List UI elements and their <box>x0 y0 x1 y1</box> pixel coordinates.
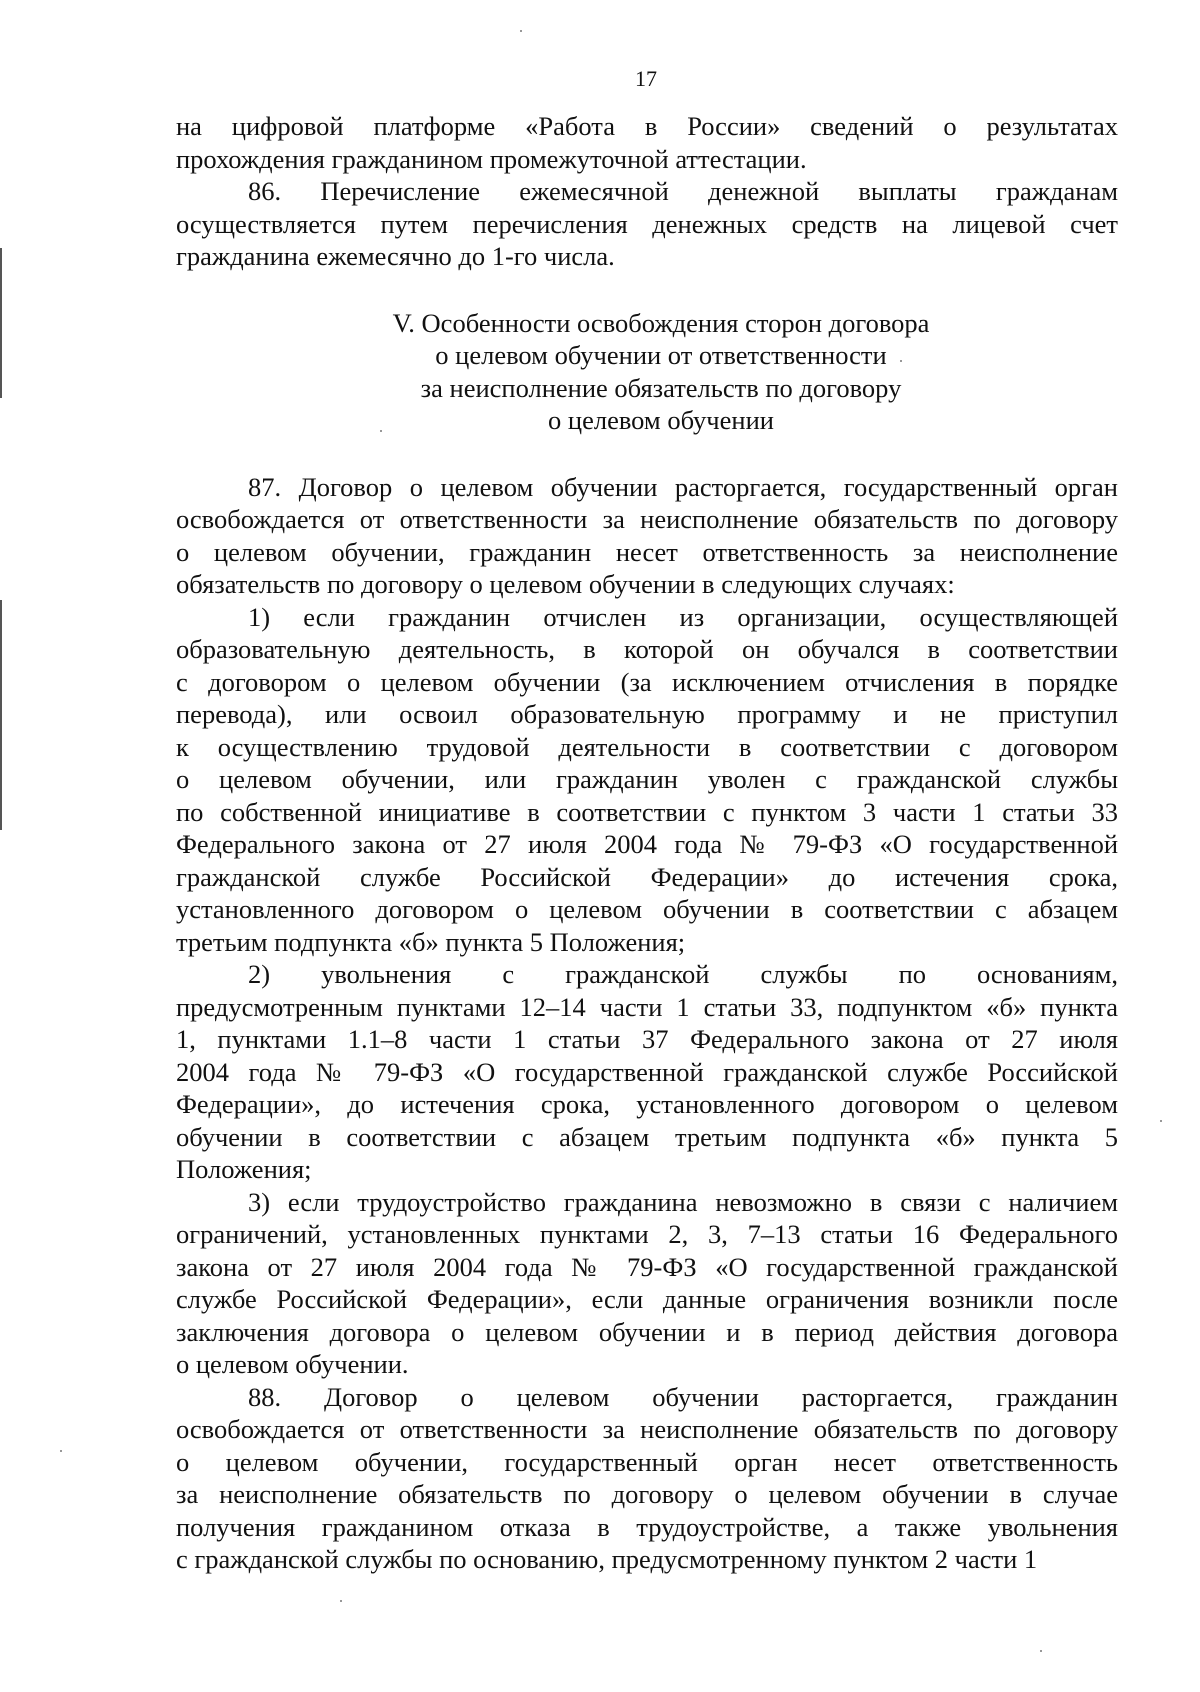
text-line: освобождается от ответственности за неисполнение обязательств по договору <box>176 1414 1118 1444</box>
text-line: 2004 года № 79-ФЗ «О государственной гражданской службе Российской <box>176 1056 1118 1087</box>
paragraph <box>176 601 1118 959</box>
text-line: 86. Перечисление ежемесячной денежной выплаты гражданам <box>248 176 1118 206</box>
text-line: 1, пунктами 1.1–8 части 1 статьи 37 Федерального закона от 27 июля <box>176 1024 1118 1054</box>
text-line: 1) если гражданин отчислен из организации, осуществляющей <box>248 601 1118 632</box>
paragraph <box>176 471 1118 601</box>
text-line: заключения договора о целевом обучении и в период действия договора <box>176 1316 1118 1347</box>
text-line: третьим подпункта «б» пункта 5 Положения; <box>176 926 686 957</box>
text-line: Федерации», до истечения срока, установленного договором о целевом <box>176 1089 1118 1119</box>
text-line: о целевом обучении, или гражданин уволен с гражданской службы <box>176 764 1118 794</box>
text-line: 2) увольнения с гражданской службы по основаниям, <box>248 959 1118 989</box>
scan-edge-mark <box>0 600 2 830</box>
heading-line: о целевом обучении от ответственности <box>435 340 887 370</box>
text-line: прохождения гражданином промежуточной аттестации. <box>176 143 807 174</box>
scan-speck <box>60 1450 62 1452</box>
text-line: предусмотренным пунктами 12–14 части 1 статьи 33, подпунктом «б» пункта <box>176 991 1118 1022</box>
page-number: 17 <box>635 66 657 91</box>
text-line: с гражданской службы по основанию, предусмотренному пунктом 2 части 1 <box>176 1544 1038 1574</box>
text-line: установленного договором о целевом обучении в соответствии с абзацем <box>176 894 1118 924</box>
text-line: службе Российской Федерации», если данные ограничения возникли после <box>176 1284 1118 1314</box>
heading-line: V. Особенности освобождения сторон договора <box>392 307 930 338</box>
text-line: 87. Договор о целевом обучении расторгается, государственный орган <box>248 471 1118 502</box>
text-line: обязательств по договору о целевом обучении в следующих случаях: <box>176 569 955 599</box>
text-line: гражданина ежемесячно до 1-го числа. <box>176 241 615 271</box>
text-line: Положения; <box>176 1154 312 1184</box>
heading-line: за неисполнение обязательств по договору <box>420 372 902 403</box>
paragraph <box>176 110 1118 175</box>
intro-section <box>176 110 1118 273</box>
document-body <box>176 110 1118 1576</box>
text-line: к осуществлению трудовой деятельности в соответствии с договором <box>176 731 1118 762</box>
text-line: осуществляется путем перечисления денежных средств на лицевой счет <box>176 208 1118 239</box>
text-line: гражданской службе Российской Федерации» до истечения срока, <box>176 861 1118 892</box>
scan-speck <box>340 1600 342 1602</box>
text-line: о целевом обучении. <box>176 1349 409 1379</box>
scan-speck <box>1040 1650 1042 1652</box>
text-line: Федерального закона от 27 июля 2004 года № 79-ФЗ «О государственной <box>176 829 1118 859</box>
scan-edge-mark <box>0 248 2 398</box>
text-line: о целевом обучении, государственный орган несет ответственность <box>176 1446 1118 1477</box>
text-line: закона от 27 июля 2004 года № 79-ФЗ «О государственной гражданской <box>176 1251 1118 1282</box>
paragraph <box>176 1381 1118 1576</box>
text-line: ограничений, установленных пунктами 2, 3, 7–13 статьи 16 Федерального <box>176 1219 1118 1249</box>
text-line: по собственной инициативе в соответствии с пунктом 3 части 1 статьи 33 <box>176 796 1118 827</box>
section-body <box>176 471 1118 1576</box>
text-line: о целевом обучении, гражданин несет ответственность за неисполнение <box>176 536 1118 567</box>
paragraph <box>176 175 1118 273</box>
text-line: 88. Договор о целевом обучении расторгается, гражданин <box>248 1381 1118 1412</box>
text-line: обучении в соответствии с абзацем третьим подпункта «б» пункта 5 <box>176 1121 1118 1152</box>
text-line: освобождается от ответственности за неисполнение обязательств по договору <box>176 504 1118 534</box>
heading-line: о целевом обучении <box>548 405 774 435</box>
scan-speck <box>1160 1120 1162 1122</box>
text-line: на цифровой платформе «Работа в России» сведений о результатах <box>176 111 1118 141</box>
text-line: с договором о целевом обучении (за исключением отчисления в порядке <box>176 666 1118 697</box>
text-line: получения гражданином отказа в трудоустройстве, а также увольнения <box>176 1511 1118 1542</box>
section-heading <box>176 307 1118 437</box>
text-line: за неисполнение обязательств по договору о целевом обучении в случае <box>176 1479 1118 1509</box>
text-line: образовательную деятельность, в которой он обучался в соответствии <box>176 634 1118 664</box>
scan-speck <box>520 30 522 32</box>
paragraph <box>176 958 1118 1186</box>
text-line: перевода), или освоил образовательную программу и не приступил <box>176 699 1118 729</box>
text-line: 3) если трудоустройство гражданина невозможно в связи с наличием <box>248 1186 1118 1217</box>
paragraph <box>176 1186 1118 1381</box>
